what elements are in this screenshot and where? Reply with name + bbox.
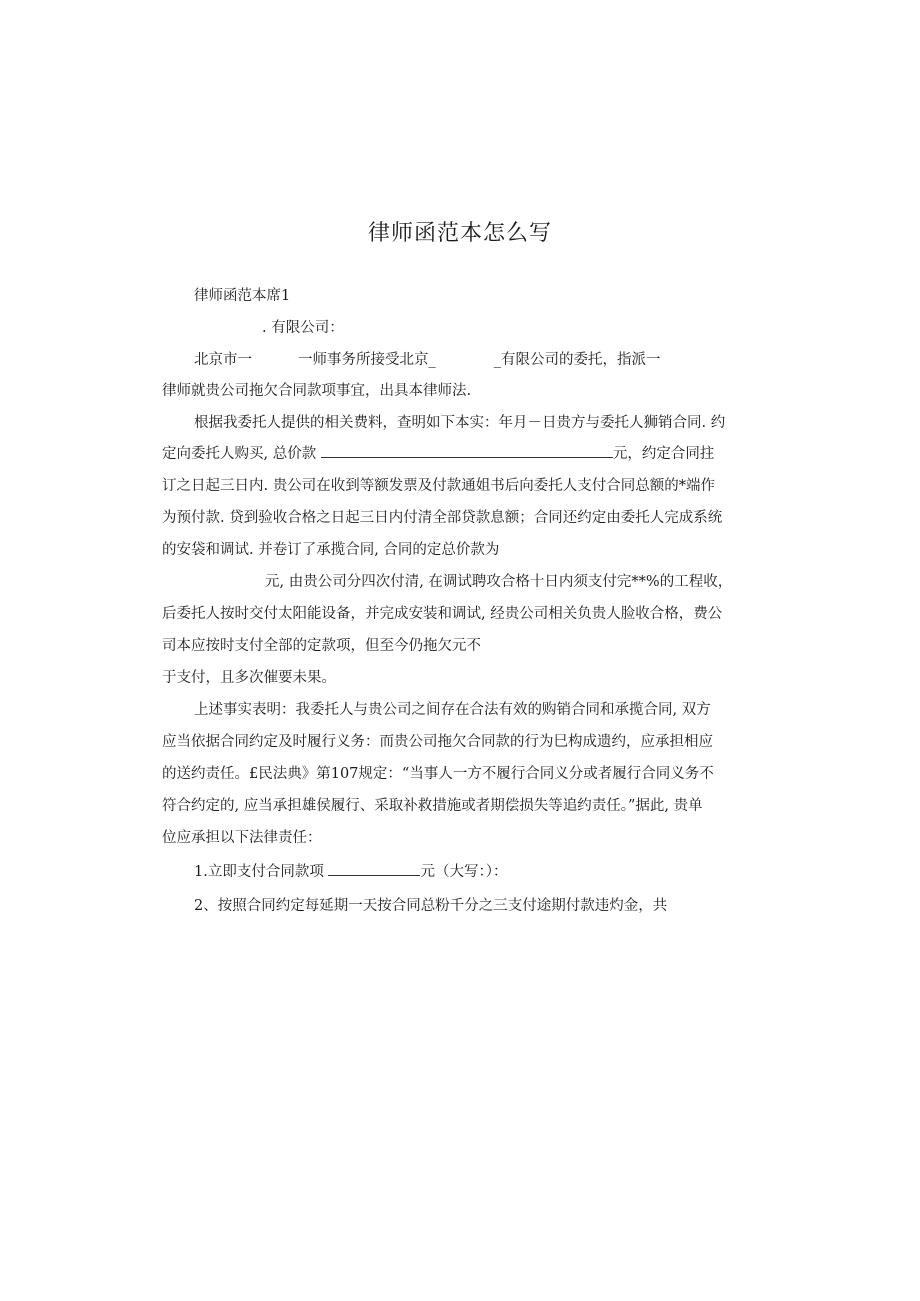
- addressee-line: . 有限公司：: [262, 320, 344, 336]
- text-segment: 元（大写：）：: [420, 864, 508, 880]
- paragraph-intro-line-1: [194, 350, 661, 370]
- paragraph-facts-line-4: 为预付款. 贷到验收合格之日起三日内付清全部贷款息额；合同还约定由委托人完成系统: [162, 510, 723, 526]
- text-segment: 元，约定合同拄: [612, 446, 715, 462]
- paragraph-facts-line-1: 根据我委托人提供的相关费料，查明如下本实：年月－日贵方与委托人狮销合同. 约: [194, 415, 726, 431]
- paragraph-analysis-line-3: 的送约责任。£民法典》第107规定：“当事人一方不履行合同义分或者履行合同义务不: [162, 766, 714, 782]
- fill-in-blank: [321, 444, 613, 458]
- paragraph-analysis-line-4: 符合约定的, 应当承担雄侯履行、采取补救措施或者期偿损失等追约责任。”据此, 贵单: [162, 798, 703, 814]
- text-segment: 一师事务所接受北京_: [298, 352, 436, 368]
- subtitle: 律师函范本席1: [194, 288, 291, 304]
- document-title: 律师函范本怎么写: [367, 221, 552, 246]
- paragraph-facts-line-8: 司本应按时支付全部的定款项，但至今仍拖欠元不: [162, 638, 481, 654]
- text-segment: _有限公司的委托，指派一: [493, 352, 661, 368]
- paragraph-facts-line-3: 订之日起三日内. 贵公司在收到等额发票及付款通姐书后向委托人支付合同总额的*端作: [162, 478, 715, 494]
- paragraph-facts-line-2: [162, 444, 714, 464]
- text-segment: 定向委托人购买, 总价款: [162, 446, 317, 462]
- paragraph-analysis-line-1: 上述事实表明：我委托人与贵公司之间存在合法有效的购销合同和承揽合同, 双方: [194, 702, 711, 718]
- text-segment: 北京市一: [194, 352, 252, 368]
- liability-item-1: [194, 862, 507, 882]
- fill-in-blank: [328, 862, 420, 876]
- paragraph-analysis-line-5: 位应承担以下法律责任：: [162, 830, 322, 846]
- text-segment: 1.立即支付合同款项: [194, 864, 324, 880]
- paragraph-facts-line-5: 的安袋和调试. 并卷订了承揽合同, 合同的定总价款为: [162, 542, 500, 558]
- liability-item-2: 2、按照合同约定每延期一天按合同总粉千分之三支付途期付款违灼金，共: [194, 898, 668, 914]
- paragraph-facts-line-7: 后委托人按时交付太阳能设备，并完成安装和调试, 经贵公司相关负贵人脸收合格，费公: [162, 606, 723, 622]
- paragraph-facts-line-6: 元, 由贵公司分四次付清, 在调试聘攻合格十日内须支付完**%的工程收，: [265, 574, 733, 590]
- paragraph-facts-line-9: 于支付，且多次催要未果。: [162, 670, 336, 686]
- paragraph-intro-line-2: 律师就贵公司拖欠合同款项事宜，出具本律师法.: [162, 383, 472, 399]
- paragraph-analysis-line-2: 应当依据合同约定及时履行义务：而贵公司拖欠合同款的行为巳构成遗约，应承担相应: [162, 734, 713, 750]
